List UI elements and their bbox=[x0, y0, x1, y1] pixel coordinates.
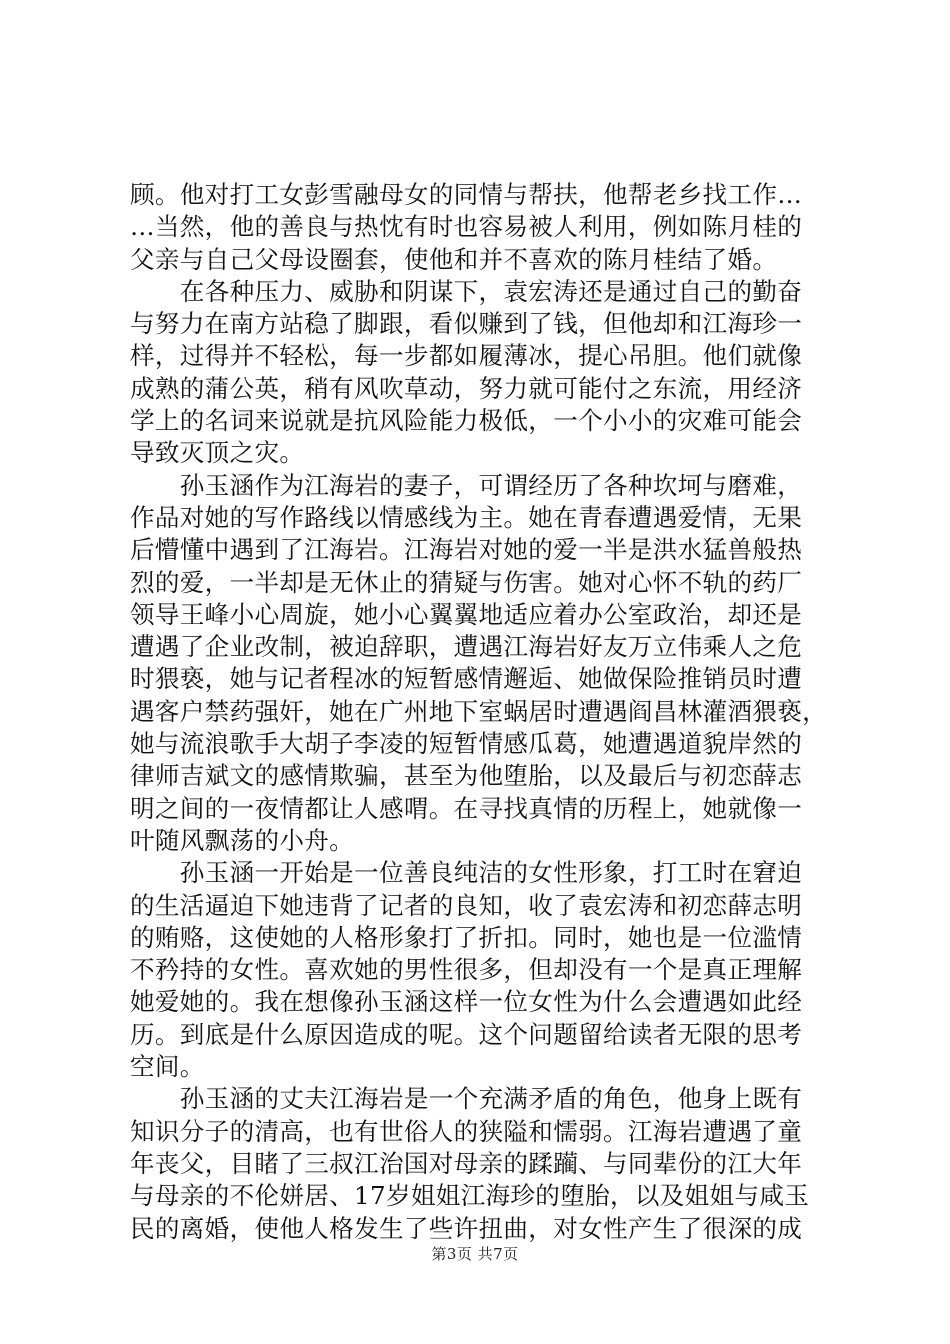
text-line: 空间。 bbox=[130, 1052, 205, 1082]
text-line: 学上的名词来说就是抗风险能力极低，一个小小的灾难可能会 bbox=[130, 406, 803, 436]
page-number-footer: 第3页 共7页 bbox=[431, 1245, 519, 1263]
text-line: …当然，他的善良与热忱有时也容易被人利用，例如陈月桂的 bbox=[130, 212, 803, 242]
text-line: 孙玉涵一开始是一位善良纯洁的女性形象，打工时在窘迫 bbox=[130, 858, 803, 888]
text-line: 作品对她的写作路线以情感线为主。她在青春遭遇爱情，无果 bbox=[130, 502, 803, 532]
text-line: 在各种压力、威胁和阴谋下，袁宏涛还是通过自己的勤奋 bbox=[130, 276, 803, 306]
text-line: 孙玉涵的丈夫江海岩是一个充满矛盾的角色，他身上既有 bbox=[130, 1084, 803, 1114]
text-line: 顾。他对打工女彭雪融母女的同情与帮扶，他帮老乡找工作… bbox=[130, 180, 803, 209]
text-line: 遭遇了企业改制，被迫辞职，遭遇江海岩好友万立伟乘人之危 bbox=[130, 632, 803, 662]
text-line: 与母亲的不伦姘居、17岁姐姐江海珍的堕胎，以及姐姐与咸玉 bbox=[130, 1181, 810, 1211]
text-line: 她爱她的。我在想像孙玉涵这样一位女性为什么会遭遇如此经 bbox=[130, 987, 803, 1017]
text-line: 的生活逼迫下她违背了记者的良知，收了袁宏涛和初恋薛志明 bbox=[130, 890, 803, 920]
body-text bbox=[130, 179, 827, 1245]
text-line: 导致灭顶之灾。 bbox=[130, 438, 305, 468]
text-line: 不矜持的女性。喜欢她的男性很多，但却没有一个是真正理解 bbox=[130, 955, 803, 985]
text-line: 后懵懂中遇到了江海岩。江海岩对她的爱一半是洪水猛兽般热 bbox=[130, 535, 803, 565]
text-line: 烈的爱，一半却是无休止的猜疑与伤害。她对心怀不轨的药厂 bbox=[130, 567, 803, 597]
text-line: 历。到底是什么原因造成的呢。这个问题留给读者无限的思考 bbox=[130, 1019, 803, 1049]
text-line: 年丧父，目睹了三叔江治国对母亲的蹂躏、与同辈份的江大年 bbox=[130, 1148, 803, 1178]
text-line: 成熟的蒲公英，稍有风吹草动，努力就可能付之东流，用经济 bbox=[130, 373, 803, 403]
text-line: 父亲与自己父母设圈套，使他和并不喜欢的陈月桂结了婚。 bbox=[130, 244, 778, 274]
text-line: 她与流浪歌手大胡子李凌的短暂情感瓜葛，她遭遇道貌岸然的 bbox=[130, 729, 803, 759]
text-line: 的贿赂，这使她的人格形象打了折扣。同时，她也是一位滥情 bbox=[130, 922, 803, 952]
text-line: 孙玉涵作为江海岩的妻子，可谓经历了各种坎坷与磨难， bbox=[130, 470, 803, 500]
text-line: 明之间的一夜情都让人感喟。在寻找真情的历程上，她就像一 bbox=[130, 793, 803, 823]
text-line: 领导王峰小心周旋，她小心翼翼地适应着办公室政治，却还是 bbox=[130, 599, 803, 629]
text-line: 遇客户禁药强奸，她在广州地下室蜗居时遭遇阎昌林灌酒猥亵， bbox=[130, 696, 828, 726]
text-line: 民的离婚，使他人格发生了些许扭曲，对女性产生了很深的成 bbox=[130, 1213, 803, 1243]
text-line: 叶随风飘荡的小舟。 bbox=[130, 825, 355, 855]
text-line: 知识分子的清高，也有世俗人的狭隘和懦弱。江海岩遭遇了童 bbox=[130, 1116, 803, 1146]
text-line: 时猥亵，她与记者程冰的短暂感情邂逅、她做保险推销员时遭 bbox=[130, 664, 803, 694]
text-line: 律师吉斌文的感情欺骗，甚至为他堕胎，以及最后与初恋薛志 bbox=[130, 761, 803, 791]
text-line: 与努力在南方站稳了脚跟，看似赚到了钱，但他却和江海珍一 bbox=[130, 309, 803, 339]
text-line: 样，过得并不轻松，每一步都如履薄冰，提心吊胆。他们就像 bbox=[130, 341, 803, 371]
